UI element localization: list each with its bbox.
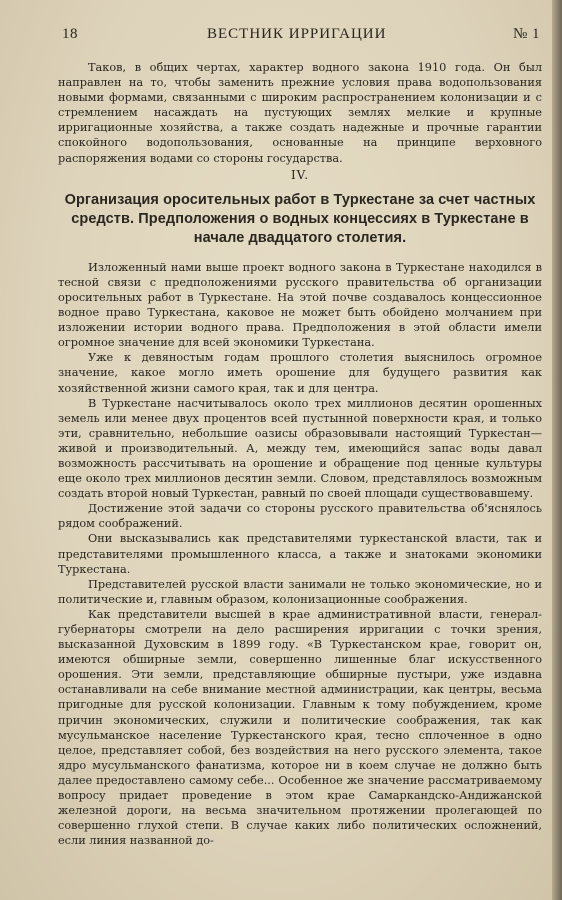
paragraph-4: Достижение этой задачи со стороны русского правительства об'яснялось рядом соображений. — [58, 502, 542, 531]
article-body — [58, 60, 542, 848]
paragraph-7: Как представители высшей в крае административной власти, генерал-губернаторы смотрели на дело расширения ирригации с точки зрения, высказанной Духовским в 1899 году. «В Туркестанском крае, говорит он, имеются обширные земли, совершенно лишенные благ искусственного орошения. Эти земли, представляющие обширные пустыри, уже издавна останавливали на себе внимание местной администрации, как центры, весьма пригодные для русской колонизации. Главным к тому побуждением, кроме причин экономических, служили и политические соображения, так как мусульманское население Туркестанского края, тесно сплоченное в одно целое, представляет собой, без воздействия на него русского элемента, такое ядро мусульманского фанатизма, которое ни в коем случае не должно быть далее предоставлено самому себе... Особенное же значение рассматриваемому вопросу придает проведение в этом крае Самаркандско-Андижанской железной дороги, на весьма значительном протяжении пролегающей по совершенно глухой степи. В случае каких либо политических осложнений, если линия названной до- — [58, 607, 542, 848]
page-spine-shadow — [552, 0, 562, 900]
intro-paragraph: Таков, в общих чертах, характер водного закона 1910 года. Он был направлен на то, чтобы заменить прежние условия права водопользования новыми формами, связанными с широким распространением колонизации и с стремлением насаждать на пустующих землях мелкие и крупные ирригационные хозяйства, а также создать надежные и прочные гарантии спокойного водопользования, основанные на принципе верховного распоряжения водами со стороны государства. — [58, 61, 542, 165]
paragraph-6: Представителей русской власти занимали не только экономические, но и политические и, главным образом, колонизационные соображения. — [58, 577, 542, 606]
section-number: IV. — [290, 167, 310, 182]
page-number: 18 — [62, 26, 78, 42]
journal-title: ВЕСТНИК ИРРИГАЦИИ — [207, 26, 387, 42]
paragraph-5: Они высказывались как представителями туркестанской власти, так и представителями промышленного класса, а также и знатоками экономики Туркестана. — [58, 532, 542, 576]
paragraph-2: Уже к девяностым годам прошлого столетия выяснилось огромное значение, какое могло иметь орошение для будущего развития как хозяйственной жизни самого края, так и для центра. — [58, 351, 542, 395]
paragraph-3: В Туркестане насчитывалось около трех миллионов десятин орошенных земель или менее двух процентов всей пустынной поверхности края, и только эти, сравнительно, небольшие оазисы образовывали настоящий Туркестан—живой и производительный. А, между тем, имеющийся запас воды давал возможность рассчитывать на орошение и обращение под ценные культуры еще около трех миллионов десятин земли. Словом, представлялось возможным создать второй новый Туркестан, равный по своей площади существовавшему. — [58, 396, 542, 501]
page-header — [62, 26, 540, 48]
paragraph-1: Изложенный нами выше проект водного закона в Туркестане находился в тесной связи с предположениями русского правительства об организации оросительных работ в Туркестане. На этой почве создавалось концессионное водное право Туркестана, каковое не может быть обойдено молчанием при изложении истории водного права. Предположения в этой области имели огромное значение для всей экономики Туркестана. — [58, 260, 542, 350]
issue-number: № 1 — [512, 26, 540, 42]
section-title: Организация оросительных работ в Туркестане за счет частных средств. Предположения о водных концессиях в Туркестане в начале двадцатого столетия. — [64, 191, 536, 246]
